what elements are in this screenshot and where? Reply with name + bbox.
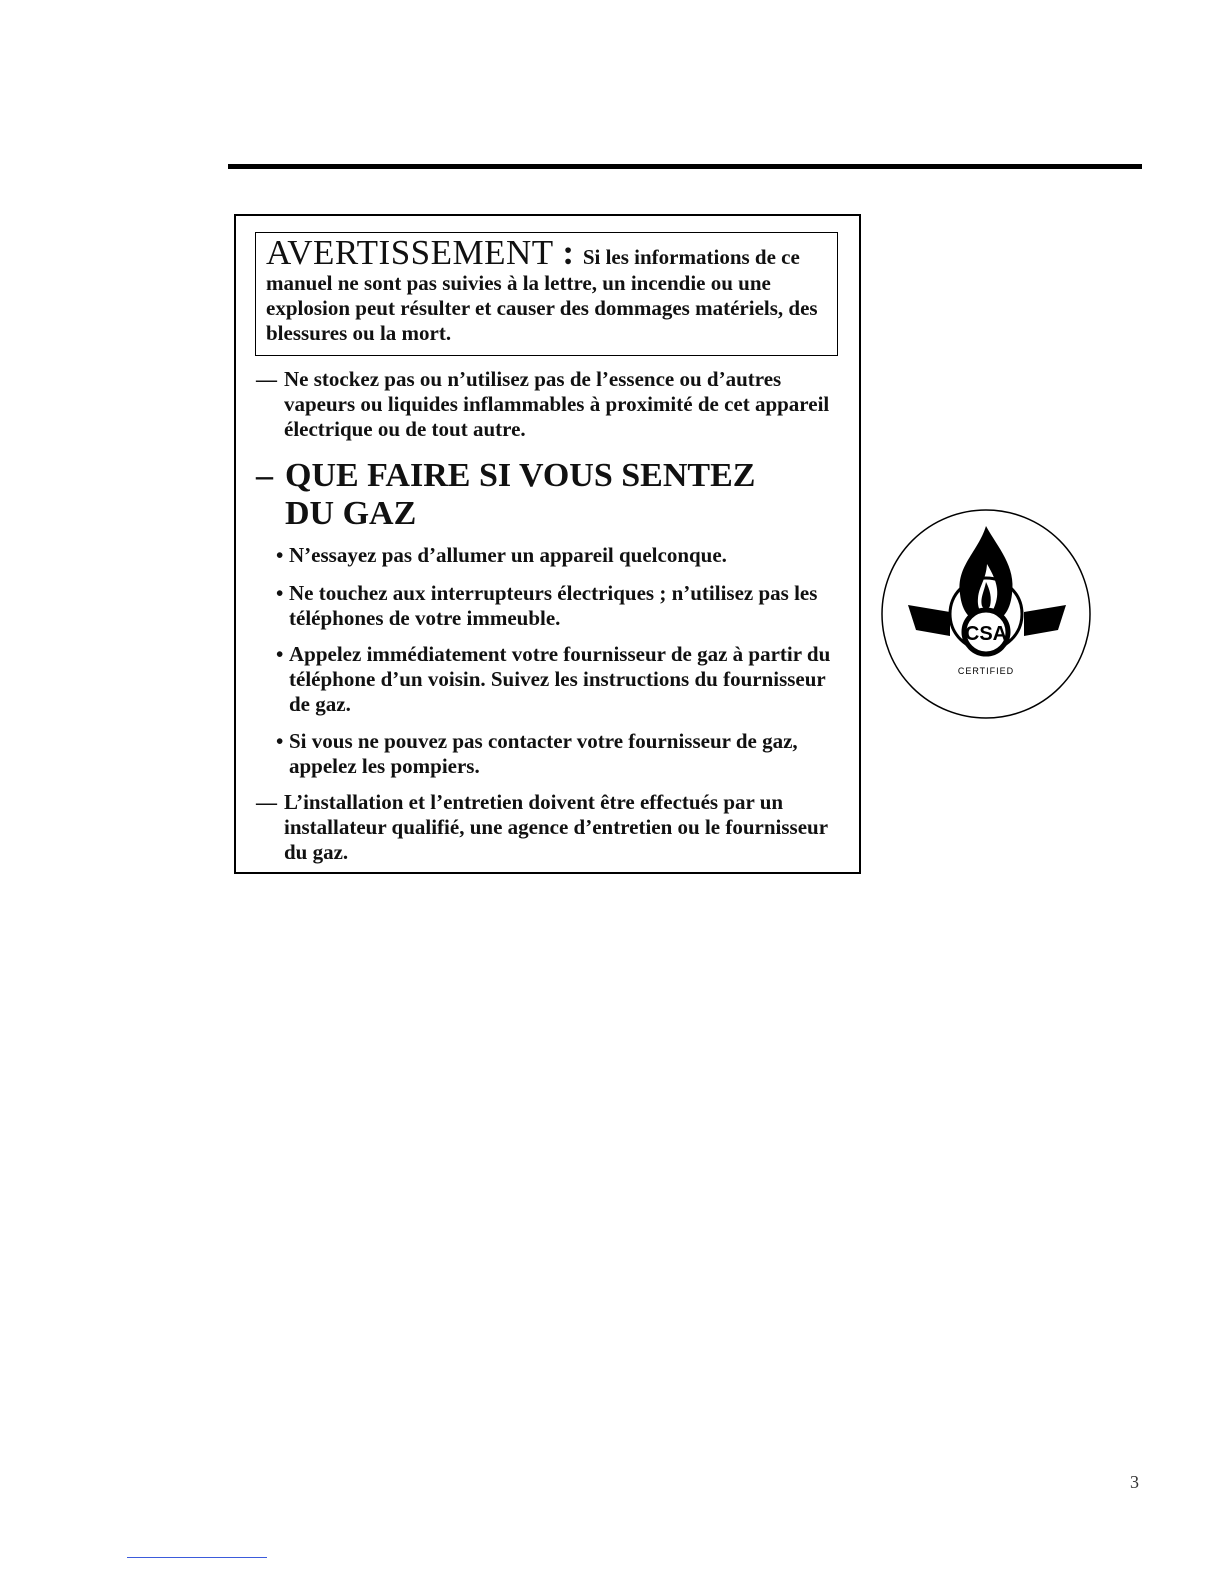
certified-caption: CERTIFIED (957, 666, 1015, 676)
dash-marker: — (256, 367, 277, 391)
top-rule (228, 164, 1142, 169)
dash-marker: — (256, 790, 277, 814)
csa-mark-text: CSA (964, 623, 1008, 645)
bullet-dot: • (276, 581, 284, 605)
csa-certified-logo (880, 508, 1092, 720)
bullet-text: Si vous ne pouvez pas contacter votre fournisseur de gaz, appelez les pompiers. (289, 729, 798, 778)
bullet-dot: • (276, 543, 284, 567)
bullet-item (276, 581, 851, 631)
bullet-item (276, 729, 831, 779)
warning-title: AVERTISSEMENT (266, 233, 554, 272)
warning-intro-first: Si les informations de (582, 245, 776, 269)
gas-heading-text: QUE FAIRE SI VOUS SENTEZ DU GAZ (285, 457, 756, 532)
bullet-item (276, 543, 851, 568)
no-storage-item (256, 367, 846, 442)
bullet-item (276, 642, 841, 717)
bullet-text: Appelez immédiatement votre fournisseur de gaz à partir du téléphone d’un voisin. Suivez les instructions du fournisseur de gaz. (289, 642, 831, 716)
warning-header-box (255, 232, 838, 356)
no-storage-text: Ne stockez pas ou n’utilisez pas de l’essence ou d’autres vapeurs ou liquides inflammables à proximité de cet appareil électrique ou de tout autre. (284, 367, 830, 441)
warning-colon: : (553, 233, 583, 272)
gas-heading (256, 457, 805, 533)
bullet-text: N’essayez pas d’allumer un appareil quelconque. (289, 543, 727, 567)
installation-text: L’installation et l’entretien doivent être effectués par un installateur qualifié, une agence d’entretien ou le fournisseur du gaz. (284, 790, 828, 864)
bullet-dot: • (276, 729, 284, 753)
dash-marker: – (256, 457, 273, 494)
bullet-text: Ne touchez aux interrupteurs électriques ; n’utilisez pas les téléphones de votre immeuble. (289, 581, 818, 630)
bottom-underline (127, 1557, 267, 1558)
warning-intro-rest: ce manuel ne sont pas suivies à la lettre, un incendie ou une explosion peut résulter et causer des dommages matériels, des blessures ou la mort. (266, 245, 818, 345)
page-number: 3 (1130, 1472, 1139, 1492)
installation-item (256, 790, 836, 865)
bullet-dot: • (276, 642, 284, 666)
